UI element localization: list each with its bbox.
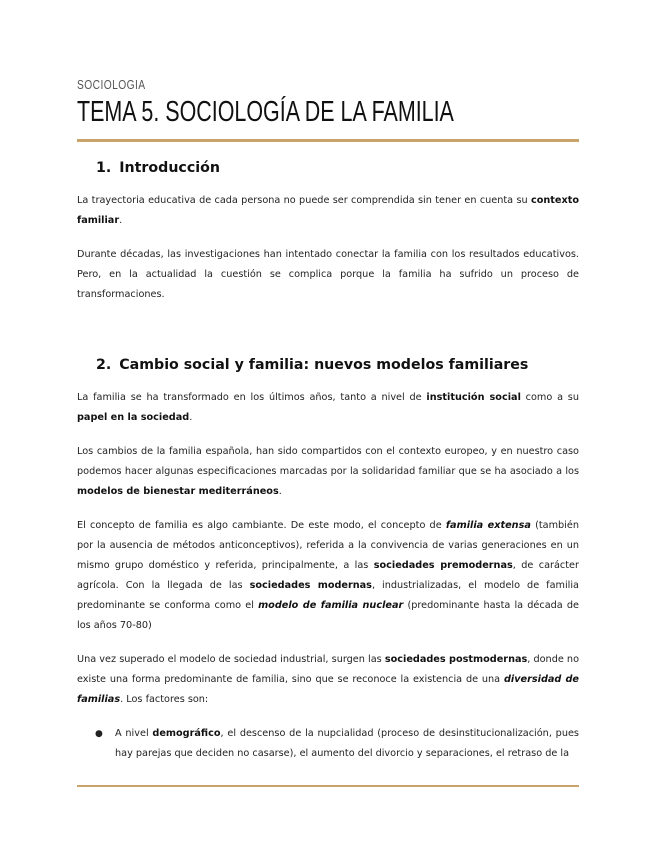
text-run: . Los factores son: <box>120 694 209 705</box>
bold-text: demográfico <box>152 728 221 739</box>
text-run: Los cambios de la familia española, han sido compartidos con el contexto europeo, y en nuestro caso podemos hacer algunas especificaciones marcadas por la solidaridad familiar que se ha asociado a los <box>77 446 579 477</box>
text-run: . <box>278 486 282 497</box>
text-run: , donde no existe una forma predominante de familia, sino que se reconoce la existencia de una <box>77 654 579 685</box>
bold-italic-text: diversidad de familias <box>77 674 579 705</box>
paragraph <box>77 388 579 428</box>
bold-italic-text: modelo de familia nuclear <box>258 600 404 611</box>
bold-text: sociedades premodernas <box>373 560 513 571</box>
bullet-icon: ● <box>95 729 103 739</box>
bold-text: sociedades postmodernas <box>384 654 528 665</box>
text-run: (predominante hasta la década de los años 70-80) <box>77 600 579 631</box>
text-run: , el descenso de la nupcialidad (proceso de desinstitucionalización, pues hay parejas que deciden no casarse), el aumento del divorcio y separaciones, el retraso de la <box>115 728 579 759</box>
paragraph <box>77 442 579 502</box>
section-title: Cambio social y familia: nuevos modelos familiares <box>119 357 529 373</box>
bold-text: sociedades modernas <box>249 580 372 591</box>
list-item <box>77 724 579 764</box>
text-run: como a su <box>520 392 579 403</box>
text-run: , industrializadas, el modelo de familia predominante se conforma como el <box>77 580 579 611</box>
document-title: TEMA 5. SOCIOLOGÍA DE LA FAMILIA <box>77 96 454 128</box>
document-body <box>77 160 579 764</box>
bold-text: institución social <box>426 392 521 403</box>
paragraph <box>77 191 579 231</box>
paragraph <box>77 650 579 710</box>
header-divider <box>77 139 579 142</box>
text-run: Una vez superado el modelo de sociedad industrial, surgen las <box>77 654 385 665</box>
section-heading-introduccion <box>77 160 579 176</box>
text-run: . <box>119 215 123 226</box>
paragraph <box>77 516 579 636</box>
text-run: . <box>189 412 193 423</box>
text-run: La familia se ha transformado en los últimos años, tanto a nivel de <box>77 392 427 403</box>
text-run: A nivel <box>115 728 153 739</box>
section-number: 1. <box>96 160 112 176</box>
text-run: , de carácter agrícola. Con la llegada de las <box>77 560 579 591</box>
section-number: 2. <box>96 357 112 373</box>
text-run: (también por la ausencia de métodos anticonceptivos), referida a la convivencia de varias generaciones en un mismo grupo doméstico y referida, principalmente, a las <box>77 520 579 571</box>
footer-divider <box>77 785 579 787</box>
paragraph: Durante décadas, las investigaciones han intentado conectar la familia con los resultados educativos. Pero, en la actualidad la cuestión se complica porque la familia ha sufrido un proceso de transformaciones. <box>77 249 579 300</box>
text-run: El concepto de familia es algo cambiante. De este modo, el concepto de <box>77 520 446 531</box>
bold-text: papel en la sociedad <box>77 412 190 423</box>
subject-label: SOCIOLOGIA <box>77 78 146 92</box>
bold-text: contexto familiar <box>77 195 579 226</box>
section-heading-cambio-social <box>77 357 579 373</box>
text-run: La trayectoria educativa de cada persona no puede ser comprendida sin tener en cuenta su <box>77 195 531 206</box>
bold-italic-text: familia extensa <box>445 520 531 531</box>
factor-list <box>77 724 579 764</box>
section-title: Introducción <box>119 160 220 176</box>
bold-text: modelos de bienestar mediterráneos <box>77 486 279 497</box>
